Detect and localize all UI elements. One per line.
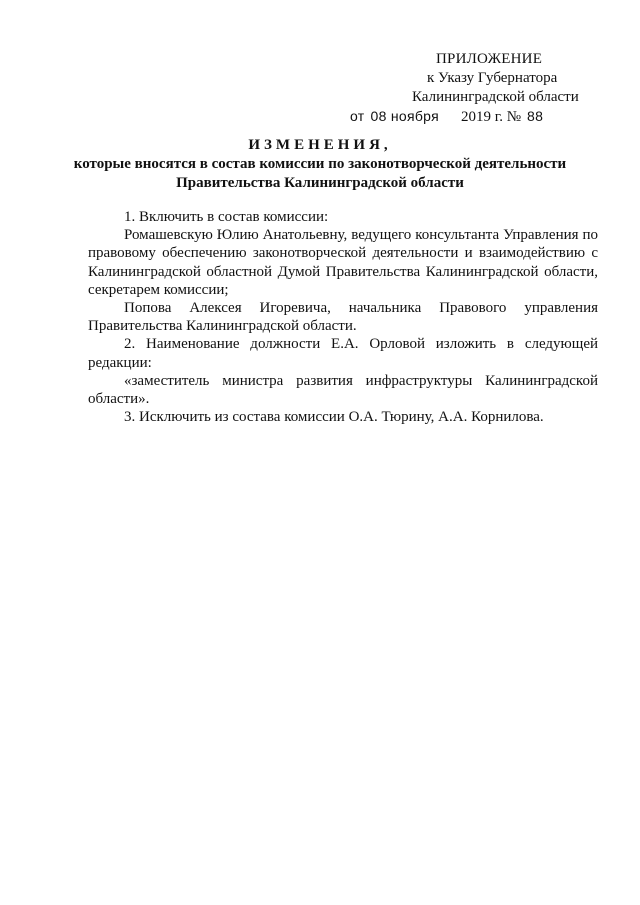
date-year: 2019 г. № — [461, 109, 522, 125]
paragraph-4: 2. Наименование должности Е.А. Орловой изложить в следующей редакции: — [88, 336, 598, 371]
decree-number: 88 — [527, 108, 544, 124]
paragraph-5: «заместитель министра развития инфраструктуры Калининградской области». — [88, 372, 598, 408]
document-subtitle-line1: которые вносятся в состав комиссии по законотворческой деятельности — [73, 156, 567, 172]
paragraph-3: Попова Алексея Игоревича, начальника Правового управления Правительства Калининградской области. — [88, 300, 598, 335]
date-day-month: 08 ноября — [370, 108, 439, 124]
appendix-date-line — [350, 107, 543, 127]
paragraph-1: 1. Включить в состав комиссии: — [124, 209, 329, 225]
appendix-title: ПРИЛОЖЕНИЕ — [436, 51, 543, 67]
appendix-decree-reference: к Указу Губернатора — [427, 70, 558, 86]
appendix-region: Калининградской области — [412, 89, 579, 105]
date-prefix: от — [350, 108, 365, 124]
document-title: ИЗМЕНЕНИЯ, — [248, 137, 392, 153]
paragraph-2: Ромашевскую Юлию Анатольевну, ведущего консультанта Управления по правовому обеспечению законотворческой деятельности и взаимодействию с Калининградской областной Думой Правительства Калининградской области, секретарем комиссии; — [88, 227, 598, 298]
document-body — [88, 208, 598, 426]
document-subtitle-line2: Правительства Калининградской области — [176, 175, 464, 191]
paragraph-6: 3. Исключить из состава комиссии О.А. Тюрину, А.А. Корнилова. — [124, 409, 544, 426]
